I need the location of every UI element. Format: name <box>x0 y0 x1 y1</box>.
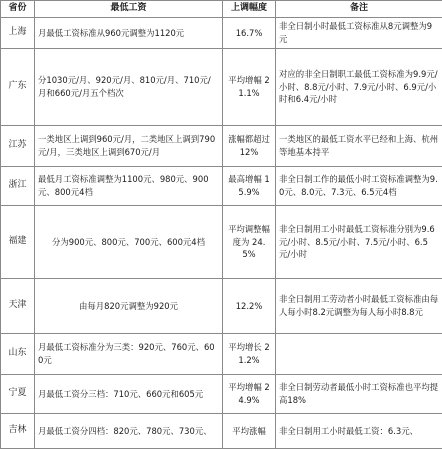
table-row <box>1 49 442 126</box>
notes-cell: 非全日制用工小时最低工资标准分别为9.6元/小时、8.5元/小时、7.5元/小时、6.5元/小时 <box>276 206 442 279</box>
table-row <box>1 279 442 334</box>
notes-cell: 对应的非全日制职工最低工资标准为9.9元/小时、8.8元/小时、7.9元/小时、6.9元/小时和6.4元/小时 <box>276 49 442 126</box>
wage-cell: 分为900元、800元、700元、600元4档 <box>35 206 223 279</box>
notes-cell: 非全日制劳动者最低小时工资标准也平均提高18% <box>276 375 442 414</box>
change-cell: 平均涨幅 <box>223 414 276 449</box>
wage-cell: 月最低工资分三档：710元、660元和605元 <box>35 375 223 414</box>
header-min-wage: 最低工资 <box>35 1 223 18</box>
table-row <box>1 334 442 375</box>
change-cell: 最高增幅 15.9% <box>223 167 276 206</box>
province-cell: 福建 <box>1 206 35 279</box>
table-row <box>1 18 442 49</box>
wage-cell: 一类地区上调到960元/月，二类地区上调到790元/月，三类地区上调到670元/月 <box>35 126 223 167</box>
province-cell: 江苏 <box>1 126 35 167</box>
province-cell: 吉林 <box>1 414 35 449</box>
table-row <box>1 206 442 279</box>
wage-cell: 月最低工资标准从960元调整为1120元 <box>35 18 223 49</box>
province-cell: 宁夏 <box>1 375 35 414</box>
header-notes: 备注 <box>276 1 442 18</box>
notes-cell: 非全日制用工小时最低工资：6.3元、 <box>276 414 442 449</box>
wage-cell: 月最低工资分四档：820元、780元、730元、 <box>35 414 223 449</box>
change-cell: 16.7% <box>223 18 276 49</box>
province-cell: 广东 <box>1 49 35 126</box>
header-change: 上调幅度 <box>223 1 276 18</box>
wage-cell: 月最低工资标准分为三类：920元、760元、600元 <box>35 334 223 375</box>
province-cell: 山东 <box>1 334 35 375</box>
change-cell: 平均增幅 24.9% <box>223 375 276 414</box>
notes-cell: 一类地区的最低工资水平已经和上海、杭州等地基本持平 <box>276 126 442 167</box>
table-row <box>1 375 442 414</box>
change-cell: 平均调整幅度为 24.5% <box>223 206 276 279</box>
wage-cell: 分1030元/月、920元/月、810元/月、710元/月和660元/月五个档次 <box>35 49 223 126</box>
change-cell: 平均增长 21.2% <box>223 334 276 375</box>
notes-cell: 非全日制小时最低工资标准从8元调整为9元 <box>276 18 442 49</box>
header-province: 省份 <box>1 1 35 18</box>
wage-cell: 由每月820元调整为920元 <box>35 279 223 334</box>
province-cell: 天津 <box>1 279 35 334</box>
table-header-row <box>1 1 442 18</box>
change-cell: 12.2% <box>223 279 276 334</box>
notes-cell <box>276 334 442 375</box>
province-cell: 上海 <box>1 18 35 49</box>
table-row <box>1 414 442 449</box>
table-row <box>1 126 442 167</box>
change-cell: 平均增幅 21.1% <box>223 49 276 126</box>
notes-cell: 非全日制用工劳动者小时最低工资标准由每人每小时8.2元调整为每人每小时8.8元 <box>276 279 442 334</box>
notes-cell: 非全日制工作的最低小时工资标准调整为9.0元、8.0元、7.3元、6.5元4档 <box>276 167 442 206</box>
change-cell: 涨幅都超过12% <box>223 126 276 167</box>
table-row <box>1 167 442 206</box>
wage-cell: 最低月工资标准调整为1100元、980元、900元、800元4档 <box>35 167 223 206</box>
province-cell: 浙江 <box>1 167 35 206</box>
